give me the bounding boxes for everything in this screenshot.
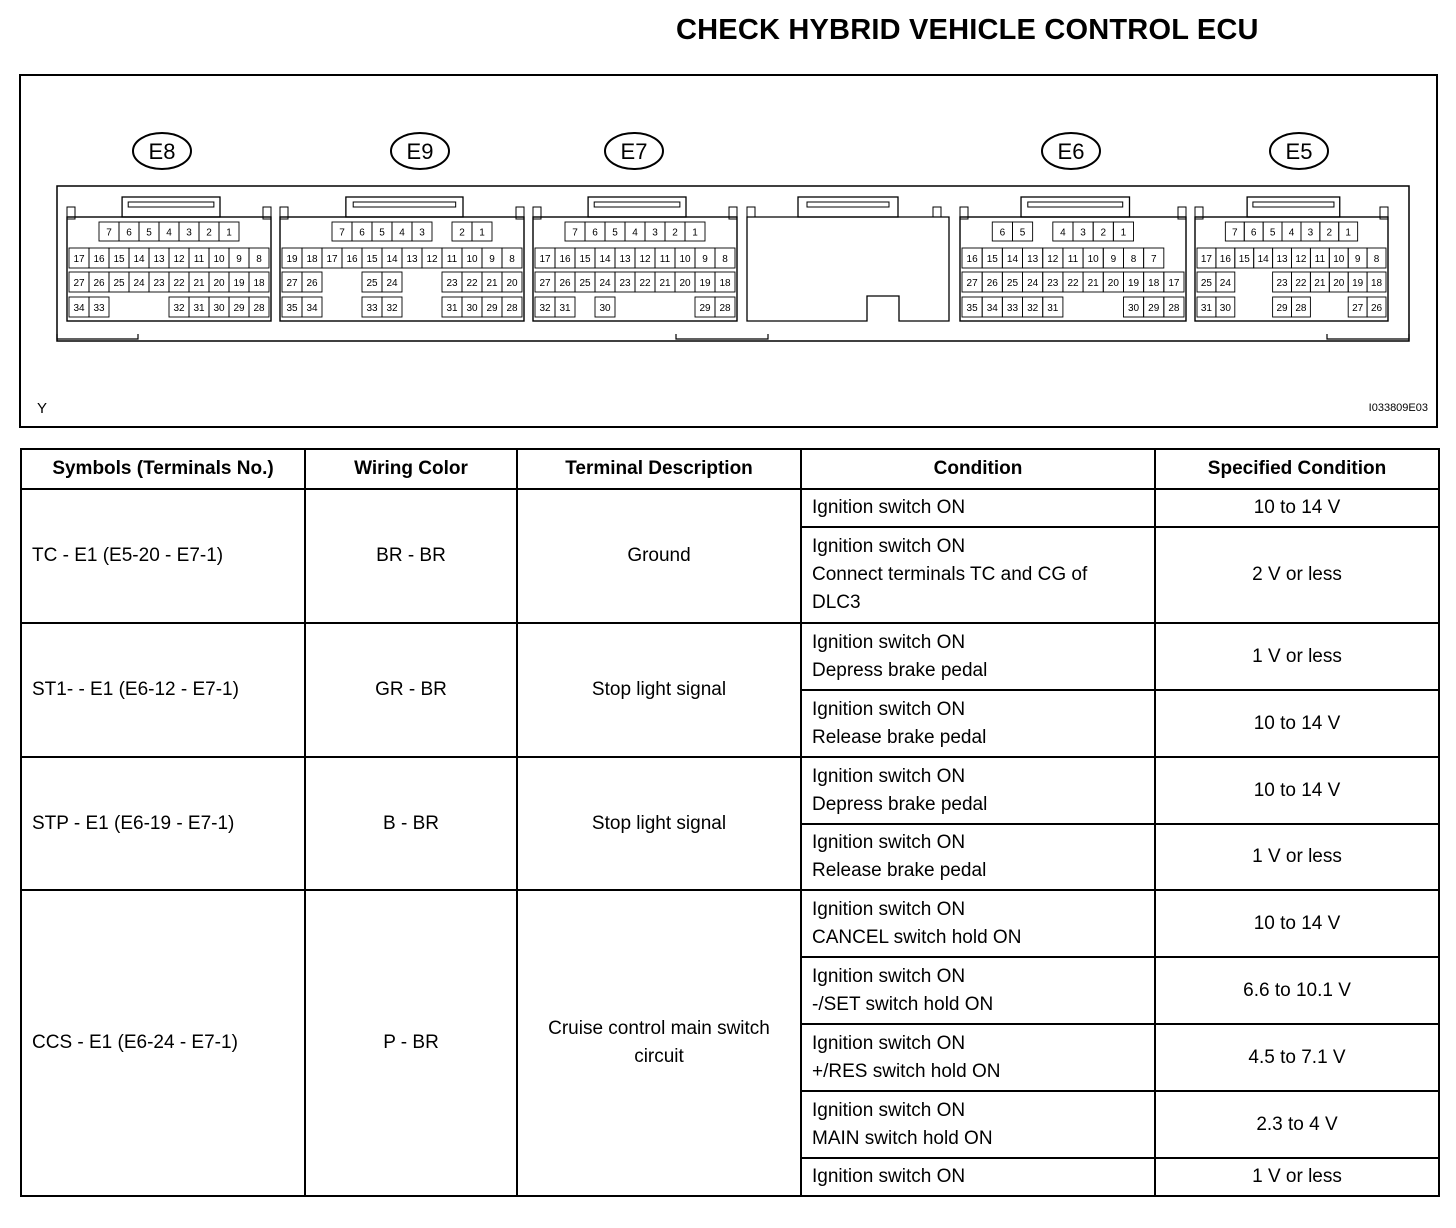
pin-number: 9 xyxy=(236,254,242,265)
condition-cell: Ignition switch ON xyxy=(801,1158,1155,1196)
spec-cell: 6.6 to 10.1 V xyxy=(1155,957,1439,1024)
pin-number: 18 xyxy=(1148,278,1160,289)
pin-number: 19 xyxy=(286,254,298,265)
table-row xyxy=(21,489,1439,527)
pin-number: 8 xyxy=(1373,254,1380,265)
pin-number: 30 xyxy=(466,303,478,314)
pin-number: 21 xyxy=(1087,278,1099,289)
pin-number: 15 xyxy=(366,254,378,265)
pin-number: 26 xyxy=(306,278,318,289)
pin-number: 4 xyxy=(166,227,172,239)
pin-number: 15 xyxy=(113,254,125,265)
pin-number: 3 xyxy=(186,227,192,239)
pin-number: 18 xyxy=(1370,278,1383,289)
connector-id-label: E9 xyxy=(406,139,434,164)
pin-number: 29 xyxy=(1148,303,1160,314)
pin-number: 15 xyxy=(1238,254,1250,265)
wiring-color-cell: P - BR xyxy=(305,890,517,1196)
description-cell: Stop light signal xyxy=(517,623,801,757)
pin-number: 14 xyxy=(1257,254,1269,265)
connector-latch-slot xyxy=(1253,202,1334,207)
ecu-tab xyxy=(1327,334,1409,339)
pin-number: 27 xyxy=(966,278,978,289)
pin-number: 16 xyxy=(559,254,571,265)
pin-number: 30 xyxy=(599,303,611,314)
pin-number: 12 xyxy=(1047,254,1059,265)
condition-cell: Ignition switch ON Depress brake pedal xyxy=(801,623,1155,690)
condition-cell: Ignition switch ON xyxy=(801,489,1155,527)
connector-latch-slot xyxy=(594,202,680,207)
pin-number: 24 xyxy=(599,278,611,289)
condition-cell: Ignition switch ON Depress brake pedal xyxy=(801,757,1155,824)
pin-number: 32 xyxy=(539,303,551,314)
pin-number: 34 xyxy=(73,303,85,314)
pin-number: 27 xyxy=(73,278,85,289)
header-specified-condition: Specified Condition xyxy=(1155,449,1439,489)
pin-number: 1 xyxy=(226,227,232,239)
corner-label: Y xyxy=(37,400,48,417)
pin-number: 11 xyxy=(193,254,205,265)
pin-number: 13 xyxy=(619,254,631,265)
pin-number: 23 xyxy=(619,278,631,289)
pin-number: 10 xyxy=(213,254,225,265)
connector-latch-slot xyxy=(353,202,455,207)
pin-number: 1 xyxy=(1345,227,1351,239)
pin-number: 29 xyxy=(486,303,498,314)
pin-number: 32 xyxy=(386,303,398,314)
pin-number: 19 xyxy=(699,278,711,289)
pin-number: 23 xyxy=(153,278,165,289)
connector-latch-slot xyxy=(1028,202,1123,207)
pin-number: 30 xyxy=(213,303,225,314)
pin-number: 19 xyxy=(233,278,245,289)
pin-number: 30 xyxy=(1127,303,1140,314)
pin-number: 34 xyxy=(306,303,318,314)
pin-number: 31 xyxy=(193,303,205,314)
pin-number: 25 xyxy=(1200,278,1213,289)
pin-number: 6 xyxy=(999,227,1006,239)
spec-cell: 1 V or less xyxy=(1155,1158,1439,1196)
pin-number: 21 xyxy=(193,278,205,289)
pin-number: 11 xyxy=(659,254,671,265)
pin-number: 22 xyxy=(1067,278,1079,289)
pin-number: 18 xyxy=(253,278,265,289)
pin-number: 12 xyxy=(639,254,651,265)
connector-id-label: E8 xyxy=(148,139,176,164)
pin-number: 22 xyxy=(1295,278,1307,289)
condition-cell: Ignition switch ON MAIN switch hold ON xyxy=(801,1091,1155,1158)
pin-number: 28 xyxy=(506,303,518,314)
pin-number: 35 xyxy=(286,303,298,314)
pin-number: 23 xyxy=(446,278,458,289)
pin-number: 32 xyxy=(173,303,185,314)
pin-number: 33 xyxy=(1006,303,1019,314)
pin-number: 26 xyxy=(559,278,571,289)
pin-number: 11 xyxy=(1067,254,1079,265)
pin-number: 28 xyxy=(1295,303,1307,314)
pin-number: 27 xyxy=(1352,303,1364,314)
pin-number: 33 xyxy=(93,303,105,314)
pin-number: 29 xyxy=(699,303,711,314)
pin-number: 5 xyxy=(612,227,618,239)
pin-number: 3 xyxy=(1080,227,1086,239)
pin-number: 22 xyxy=(466,278,478,289)
pin-number: 6 xyxy=(1250,227,1257,239)
pin-number: 25 xyxy=(113,278,125,289)
pin-number: 11 xyxy=(1314,254,1326,265)
symbol-cell: ST1- - E1 (E6-12 - E7-1) xyxy=(21,623,305,757)
pin-number: 18 xyxy=(719,278,731,289)
pin-number: 30 xyxy=(1219,303,1231,314)
pin-number: 19 xyxy=(1352,278,1364,289)
pin-number: 21 xyxy=(659,278,671,289)
pin-number: 8 xyxy=(722,254,728,265)
pin-number: 9 xyxy=(489,254,495,265)
pin-number: 27 xyxy=(539,278,551,289)
pin-number: 17 xyxy=(73,254,85,265)
description-cell: Stop light signal xyxy=(517,757,801,890)
pin-number: 7 xyxy=(1150,254,1157,265)
pin-number: 7 xyxy=(572,227,578,239)
connector-id-label: E5 xyxy=(1285,139,1313,164)
pin-number: 6 xyxy=(359,227,365,239)
connector-id-label: E6 xyxy=(1057,139,1085,164)
pin-number: 10 xyxy=(1333,254,1345,265)
pin-number: 6 xyxy=(592,227,598,239)
pin-number: 1 xyxy=(1120,227,1127,239)
pin-number: 26 xyxy=(93,278,105,289)
condition-cell: Ignition switch ON +/RES switch hold ON xyxy=(801,1024,1155,1091)
pin-number: 7 xyxy=(106,227,112,239)
pin-number: 16 xyxy=(966,254,978,265)
pin-number: 8 xyxy=(256,254,262,265)
condition-cell: Ignition switch ON -/SET switch hold ON xyxy=(801,957,1155,1024)
pin-number: 13 xyxy=(406,254,418,265)
pin-number: 25 xyxy=(1006,278,1019,289)
wiring-color-cell: B - BR xyxy=(305,757,517,890)
pin-number: 19 xyxy=(1127,278,1140,289)
pin-number: 14 xyxy=(133,254,145,265)
wiring-color-cell: BR - BR xyxy=(305,489,517,623)
pin-number: 20 xyxy=(1107,278,1119,289)
pin-number: 24 xyxy=(133,278,145,289)
connector-drawing xyxy=(21,76,1440,430)
pin-number: 22 xyxy=(173,278,185,289)
pin-number: 1 xyxy=(479,227,485,239)
pin-number: 25 xyxy=(579,278,591,289)
pin-number: 22 xyxy=(639,278,651,289)
symbol-cell: STP - E1 (E6-19 - E7-1) xyxy=(21,757,305,890)
pin-number: 5 xyxy=(1269,227,1276,239)
pin-number: 13 xyxy=(1276,254,1288,265)
pin-number: 2 xyxy=(1326,227,1333,239)
pin-number: 9 xyxy=(702,254,708,265)
connector-diagram xyxy=(19,74,1438,428)
connector-e8 xyxy=(67,133,271,321)
connector-e9 xyxy=(280,133,524,321)
pin-number: 20 xyxy=(213,278,225,289)
spec-cell: 1 V or less xyxy=(1155,623,1439,690)
pin-number: 10 xyxy=(466,254,478,265)
pin-number: 27 xyxy=(286,278,298,289)
page-title: CHECK HYBRID VEHICLE CONTROL ECU xyxy=(676,14,1259,46)
table-row xyxy=(21,623,1439,690)
pin-number: 3 xyxy=(419,227,425,239)
pin-number: 23 xyxy=(1047,278,1059,289)
pin-number: 4 xyxy=(1060,227,1066,239)
connector-id-label: E7 xyxy=(620,139,648,164)
pin-number: 4 xyxy=(632,227,638,239)
pin-number: 16 xyxy=(346,254,358,265)
pin-number: 31 xyxy=(1047,303,1059,314)
blank-housing xyxy=(747,197,949,321)
ecu-tab xyxy=(57,334,138,339)
pin-number: 13 xyxy=(1027,254,1039,265)
pin-number: 14 xyxy=(599,254,611,265)
pin-number: 26 xyxy=(986,278,998,289)
condition-cell: Ignition switch ON CANCEL switch hold ON xyxy=(801,890,1155,957)
pin-number: 13 xyxy=(153,254,165,265)
pin-number: 2 xyxy=(459,227,465,239)
header-wiring-color: Wiring Color xyxy=(305,449,517,489)
pin-number: 23 xyxy=(1276,278,1288,289)
pin-number: 12 xyxy=(426,254,438,265)
pin-number: 17 xyxy=(1168,278,1180,289)
pin-number: 5 xyxy=(379,227,385,239)
condition-cell: Ignition switch ON Connect terminals TC and CG of DLC3 xyxy=(801,527,1155,623)
spec-cell: 10 to 14 V xyxy=(1155,690,1439,757)
pin-number: 1 xyxy=(692,227,698,239)
pin-number: 31 xyxy=(1200,303,1213,314)
pin-number: 31 xyxy=(559,303,571,314)
pin-number: 6 xyxy=(126,227,132,239)
pin-number: 4 xyxy=(399,227,405,239)
pin-number: 2 xyxy=(206,227,212,239)
pin-number: 31 xyxy=(446,303,458,314)
pin-number: 25 xyxy=(366,278,378,289)
pin-number: 18 xyxy=(306,254,318,265)
pin-number: 34 xyxy=(986,303,998,314)
pin-number: 28 xyxy=(719,303,731,314)
pin-number: 9 xyxy=(1110,254,1117,265)
header-condition: Condition xyxy=(801,449,1155,489)
condition-cell: Ignition switch ON Release brake pedal xyxy=(801,824,1155,890)
header-symbols: Symbols (Terminals No.) xyxy=(21,449,305,489)
spec-cell: 10 to 14 V xyxy=(1155,757,1439,824)
pin-number: 8 xyxy=(1130,254,1137,265)
pin-number: 11 xyxy=(446,254,458,265)
connector-e6 xyxy=(960,133,1186,321)
pin-number: 21 xyxy=(486,278,498,289)
pin-number: 17 xyxy=(1200,254,1213,265)
pin-number: 10 xyxy=(679,254,691,265)
pin-number: 7 xyxy=(339,227,345,239)
pin-number: 2 xyxy=(672,227,678,239)
pin-number: 5 xyxy=(146,227,152,239)
pin-number: 28 xyxy=(1168,303,1180,314)
pin-number: 5 xyxy=(1019,227,1026,239)
pin-number: 9 xyxy=(1354,254,1361,265)
figure-code: I033809E03 xyxy=(1368,402,1428,414)
pin-number: 21 xyxy=(1314,278,1326,289)
pin-number: 17 xyxy=(539,254,551,265)
spec-cell: 4.5 to 7.1 V xyxy=(1155,1024,1439,1091)
pin-number: 26 xyxy=(1370,303,1383,314)
pin-number: 3 xyxy=(1307,227,1314,239)
spec-cell: 10 to 14 V xyxy=(1155,890,1439,957)
pin-number: 3 xyxy=(652,227,658,239)
pin-number: 32 xyxy=(1027,303,1039,314)
header-terminal-description: Terminal Description xyxy=(517,449,801,489)
connector-e5 xyxy=(1195,133,1388,321)
pin-number: 7 xyxy=(1232,227,1238,239)
description-cell: Ground xyxy=(517,489,801,623)
pin-number: 20 xyxy=(1333,278,1345,289)
condition-cell: Ignition switch ON Release brake pedal xyxy=(801,690,1155,757)
symbol-cell: CCS - E1 (E6-24 - E7-1) xyxy=(21,890,305,1196)
pin-number: 14 xyxy=(386,254,398,265)
symbol-cell: TC - E1 (E5-20 - E7-1) xyxy=(21,489,305,623)
pin-number: 15 xyxy=(579,254,591,265)
pin-number: 10 xyxy=(1087,254,1099,265)
terminal-spec-table xyxy=(20,448,1440,1197)
connector-e7 xyxy=(533,133,737,321)
table-row xyxy=(21,890,1439,957)
pin-number: 33 xyxy=(366,303,378,314)
pin-number: 17 xyxy=(326,254,338,265)
pin-number: 14 xyxy=(1006,254,1019,265)
pin-number: 35 xyxy=(966,303,978,314)
pin-number: 24 xyxy=(1027,278,1039,289)
spec-cell: 2 V or less xyxy=(1155,527,1439,623)
pin-number: 28 xyxy=(253,303,265,314)
spec-cell: 2.3 to 4 V xyxy=(1155,1091,1439,1158)
pin-number: 12 xyxy=(1295,254,1307,265)
connector-latch-slot xyxy=(128,202,214,207)
pin-number: 29 xyxy=(233,303,245,314)
ecu-tab xyxy=(676,334,768,339)
spec-cell: 10 to 14 V xyxy=(1155,489,1439,527)
pin-number: 2 xyxy=(1100,227,1107,239)
pin-number: 16 xyxy=(1219,254,1231,265)
table-header-row xyxy=(21,449,1439,489)
pin-number: 29 xyxy=(1276,303,1288,314)
wiring-color-cell: GR - BR xyxy=(305,623,517,757)
pin-number: 20 xyxy=(679,278,691,289)
spec-cell: 1 V or less xyxy=(1155,824,1439,890)
pin-number: 4 xyxy=(1288,227,1295,239)
pin-number: 8 xyxy=(509,254,515,265)
pin-number: 20 xyxy=(506,278,518,289)
pin-number: 12 xyxy=(173,254,185,265)
pin-number: 16 xyxy=(93,254,105,265)
pin-number: 24 xyxy=(1219,278,1231,289)
description-cell: Cruise control main switch circuit xyxy=(517,890,801,1196)
pin-number: 15 xyxy=(986,254,998,265)
table-row xyxy=(21,757,1439,824)
pin-number: 24 xyxy=(386,278,398,289)
